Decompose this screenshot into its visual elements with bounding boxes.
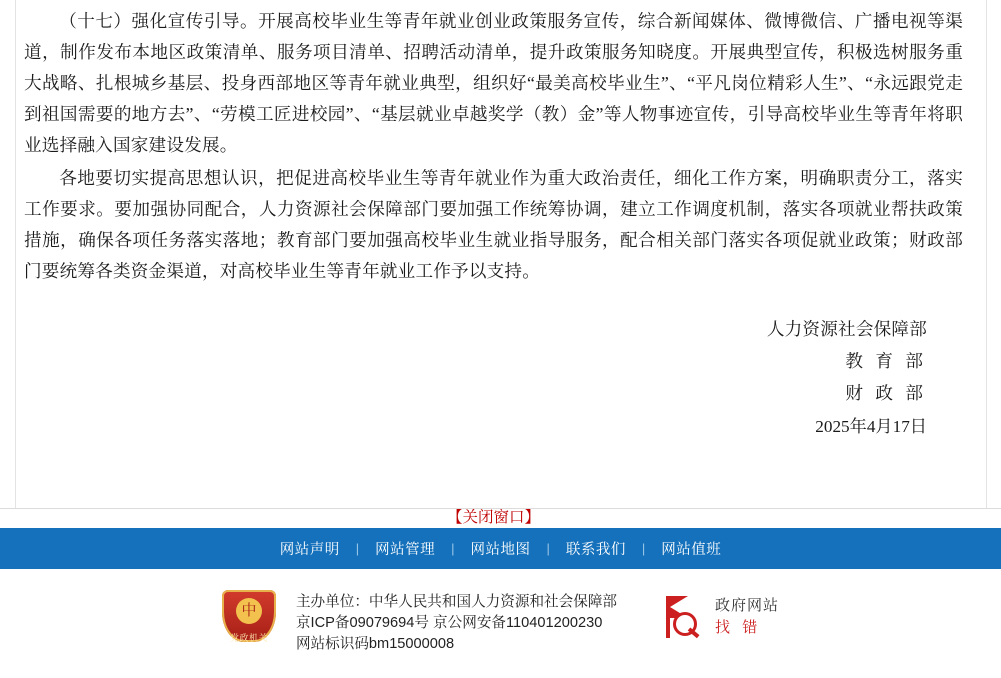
document-date: 2025年4月17日: [815, 417, 927, 436]
left-border-rule: [15, 0, 16, 508]
signature-mohrss: 人力资源社会保障部: [766, 319, 927, 339]
gov-website-error-report[interactable]: [661, 590, 779, 640]
org-icp-line: 京ICP备09079694号 京公网安备110401200230: [295, 615, 603, 631]
footer-link-contact[interactable]: 联系我们: [565, 542, 626, 558]
gov-mark-line1: 政府网站: [715, 597, 780, 614]
badge-emblem-character: 中: [236, 598, 262, 624]
badge-label: 党政机关: [229, 633, 268, 643]
footer-divider: [0, 508, 1001, 509]
footer-separator: |: [355, 541, 360, 556]
government-agency-badge-icon[interactable]: [222, 590, 276, 654]
organization-info: [296, 590, 617, 655]
footer-link-sitemap[interactable]: 网站地图: [470, 542, 531, 558]
signature-mof: 财 政 部: [845, 383, 927, 403]
right-border-rule: [986, 0, 987, 508]
footer-separator: |: [546, 541, 550, 556]
footer-link-management[interactable]: 网站管理: [375, 542, 436, 558]
gov-mark-text: [715, 595, 779, 639]
close-window-link[interactable]: 【关闭窗口】: [446, 509, 540, 526]
gov-mark-line2: 找 错: [715, 619, 762, 636]
paragraph-17: （十七）强化宣传引导。开展高校毕业生等青年就业创业政策服务宣传，综合新闻媒体、微博微信、广播电视等渠道，制作发布本地区政策清单、服务项目清单、招聘活动清单，提升政策服务知晓度。开展典型宣传，积极选树服务重大战略、扎根城乡基层、投身西部地区等青年就业典型，组织好“最美高校毕业生”、“平凡岗位精彩人生”、“永远跟党走到祖国需要的地方去”、“劳模工匠进校园”、“基层就业卓越奖学（教）金”等人物事迹宣传，引导高校毕业生等青年将职业选择融入国家建设发展。: [24, 11, 963, 155]
magnifier-flag-icon: [661, 594, 707, 640]
footer-nav: [0, 528, 1001, 569]
footer-link-statement[interactable]: 网站声明: [279, 542, 340, 558]
signature-block: [24, 313, 963, 443]
footer-link-duty[interactable]: 网站值班: [661, 542, 722, 558]
org-site-code-line: 网站标识码bm15000008: [295, 636, 455, 652]
footer-info: [0, 569, 1001, 678]
footer-separator: |: [641, 541, 646, 556]
paragraph-closing: 各地要切实提高思想认识，把促进高校毕业生等青年就业作为重大政治责任，细化工作方案，明确职责分工，落实工作要求。要加强协同配合，人力资源社会保障部门要加强工作统筹协调，建立工作调度机制，落实各项就业帮扶政策措施，确保各项任务落实落地；教育部门要加强高校毕业生就业指导服务，配合相关部门落实各项促就业政策；财政部门要统筹各类资金渠道，对高校毕业生等青年就业工作予以支持。: [24, 168, 963, 281]
footer-separator: |: [451, 541, 455, 556]
org-sponsor-line: 主办单位：中华人民共和国人力资源和社会保障部: [295, 594, 618, 610]
signature-moe: 教 育 部: [845, 351, 927, 371]
